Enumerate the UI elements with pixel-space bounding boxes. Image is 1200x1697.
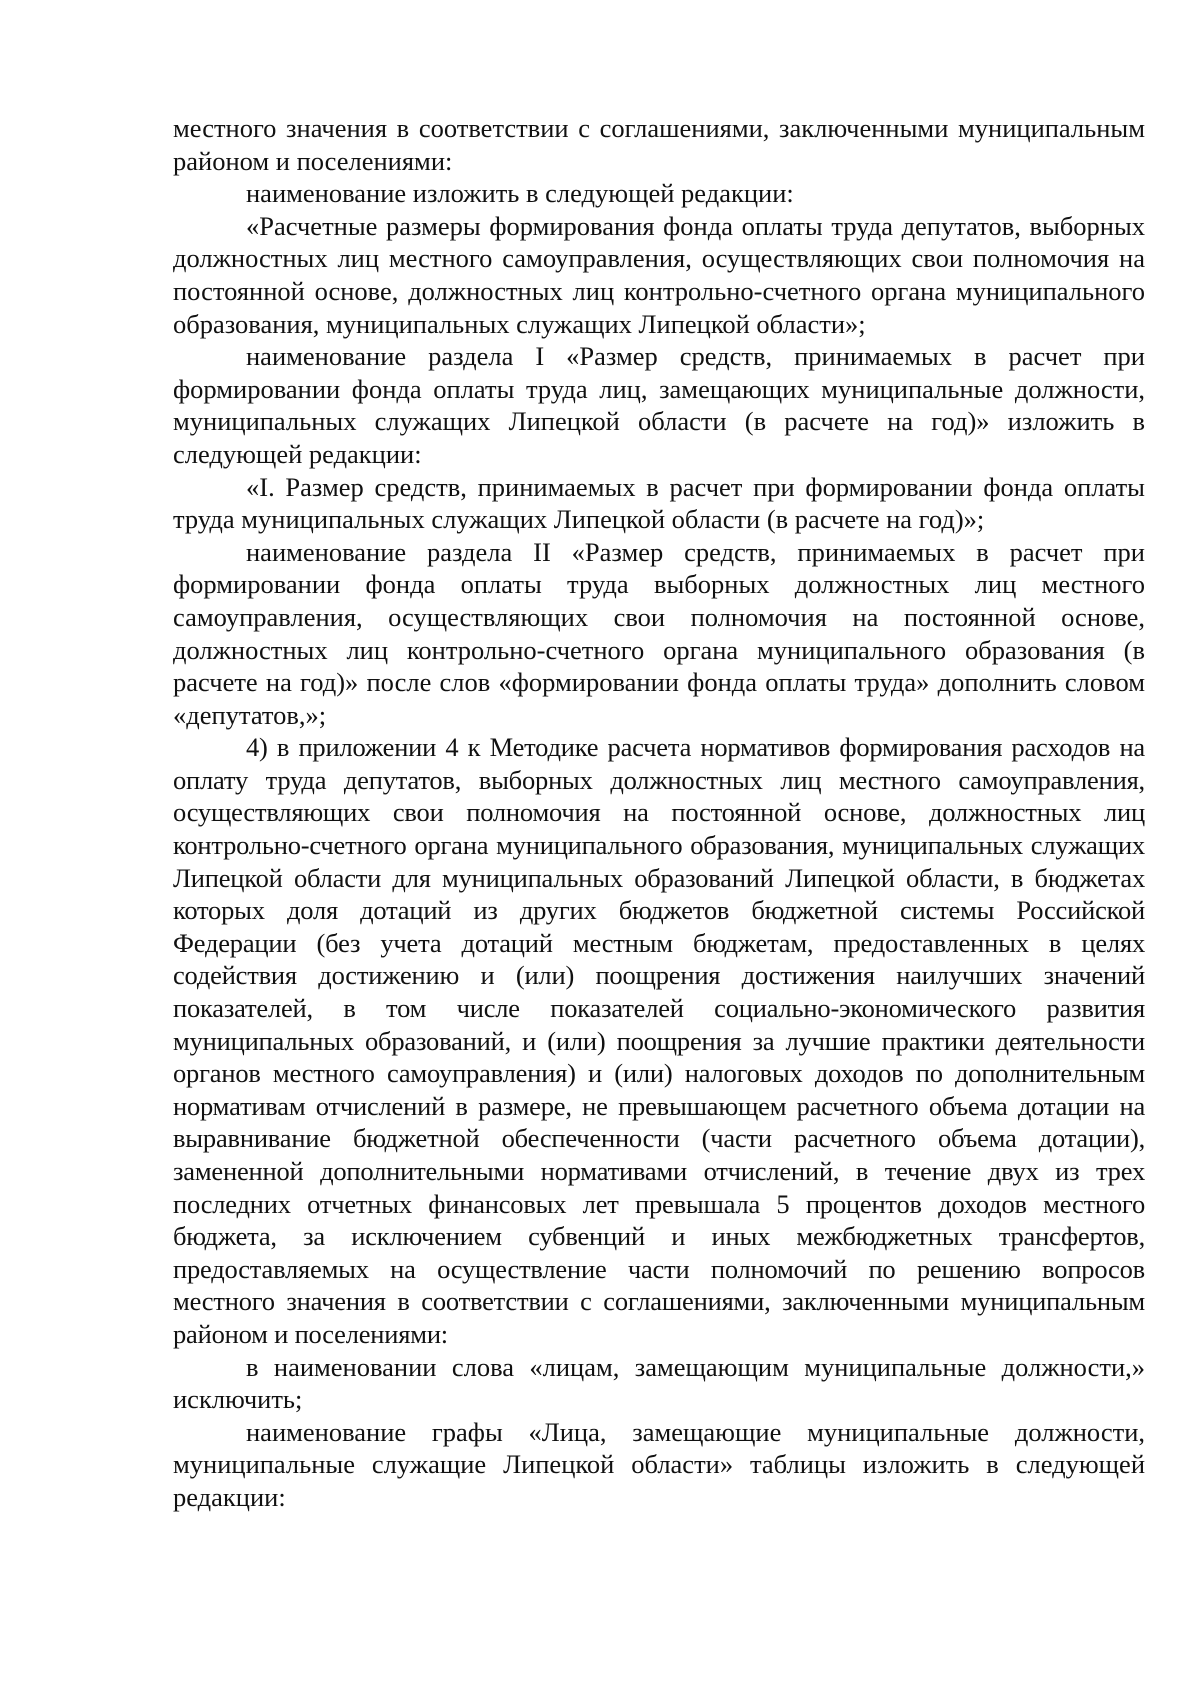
paragraph-4: наименование раздела I «Размер средств, принимаемых в расчет при формировании фонда оплаты труда лиц, замещающих муниципальные должности, муниципальных служащих Липецкой области (в расчете на год)» изложить в следующей редакции:	[173, 341, 1145, 469]
paragraph-6: наименование раздела II «Размер средств, принимаемых в расчет при формировании фонда оплаты труда выборных должностных лиц местного самоуправления, осуществляющих свои полномочия на постоянной основе, должностных лиц контрольно-счетного органа муниципального образования (в расчете на год)» после слов «формировании фонда оплаты труда» дополнить словом «депутатов,»;	[173, 536, 1145, 730]
paragraph-1: местного значения в соответствии с соглашениями, заключенными муниципальным районом и поселениями:	[173, 113, 1145, 176]
paragraph-9: наименование графы «Лица, замещающие муниципальные должности, муниципальные служащие Липецкой области» таблицы изложить в следующей редакции:	[173, 1416, 1145, 1512]
paragraph-8: в наименовании слова «лицам, замещающим муниципальные должности,» исключить;	[173, 1351, 1145, 1415]
paragraph-7: 4) в приложении 4 к Методике расчета нормативов формирования расходов на оплату труда депутатов, выборных должностных лиц местного самоуправления, осуществляющих свои полномочия на постоянной основе, должностных лиц контрольно-счетного органа муниципального образования, муниципальных служащих Липецкой области для муниципальных образований Липецкой области, в бюджетах которых доля дотаций из других бюджетов бюджетной системы Российской Федерации (без учета дотаций местным бюджетам, предоставленных в целях содействия достижению и (или) поощрения достижения наилучших значений показателей, в том числе показателей социально-экономического развития муниципальных образований, и (или) поощрения за лучшие практики деятельности органов местного самоуправления) и (или) налоговых доходов по дополнительным нормативам отчислений в размере, не превышающем расчетного объема дотации на выравнивание бюджетной обеспеченности (части расчетного объема дотации), замененной дополнительными нормативами отчислений, в течение двух из трех последних отчетных финансовых лет превышала 5 процентов доходов местного бюджета, за исключением субвенций и иных межбюджетных трансфертов, предоставляемых на осуществление части полномочий по решению вопросов местного значения в соответствии с соглашениями, заключенными муниципальным районом и поселениями:	[173, 732, 1145, 1349]
paragraph-5: «I. Размер средств, принимаемых в расчет при формировании фонда оплаты труда муниципальных служащих Липецкой области (в расчете на год)»;	[173, 471, 1145, 535]
paragraph-3: «Расчетные размеры формирования фонда оплаты труда депутатов, выборных должностных лиц местного самоуправления, осуществляющих свои полномочия на постоянной основе, должностных лиц контрольно-счетного органа муниципального образования, муниципальных служащих Липецкой области»;	[173, 210, 1145, 339]
paragraph-2: наименование изложить в следующей редакции:	[246, 178, 794, 209]
document-body	[173, 112, 1145, 1514]
